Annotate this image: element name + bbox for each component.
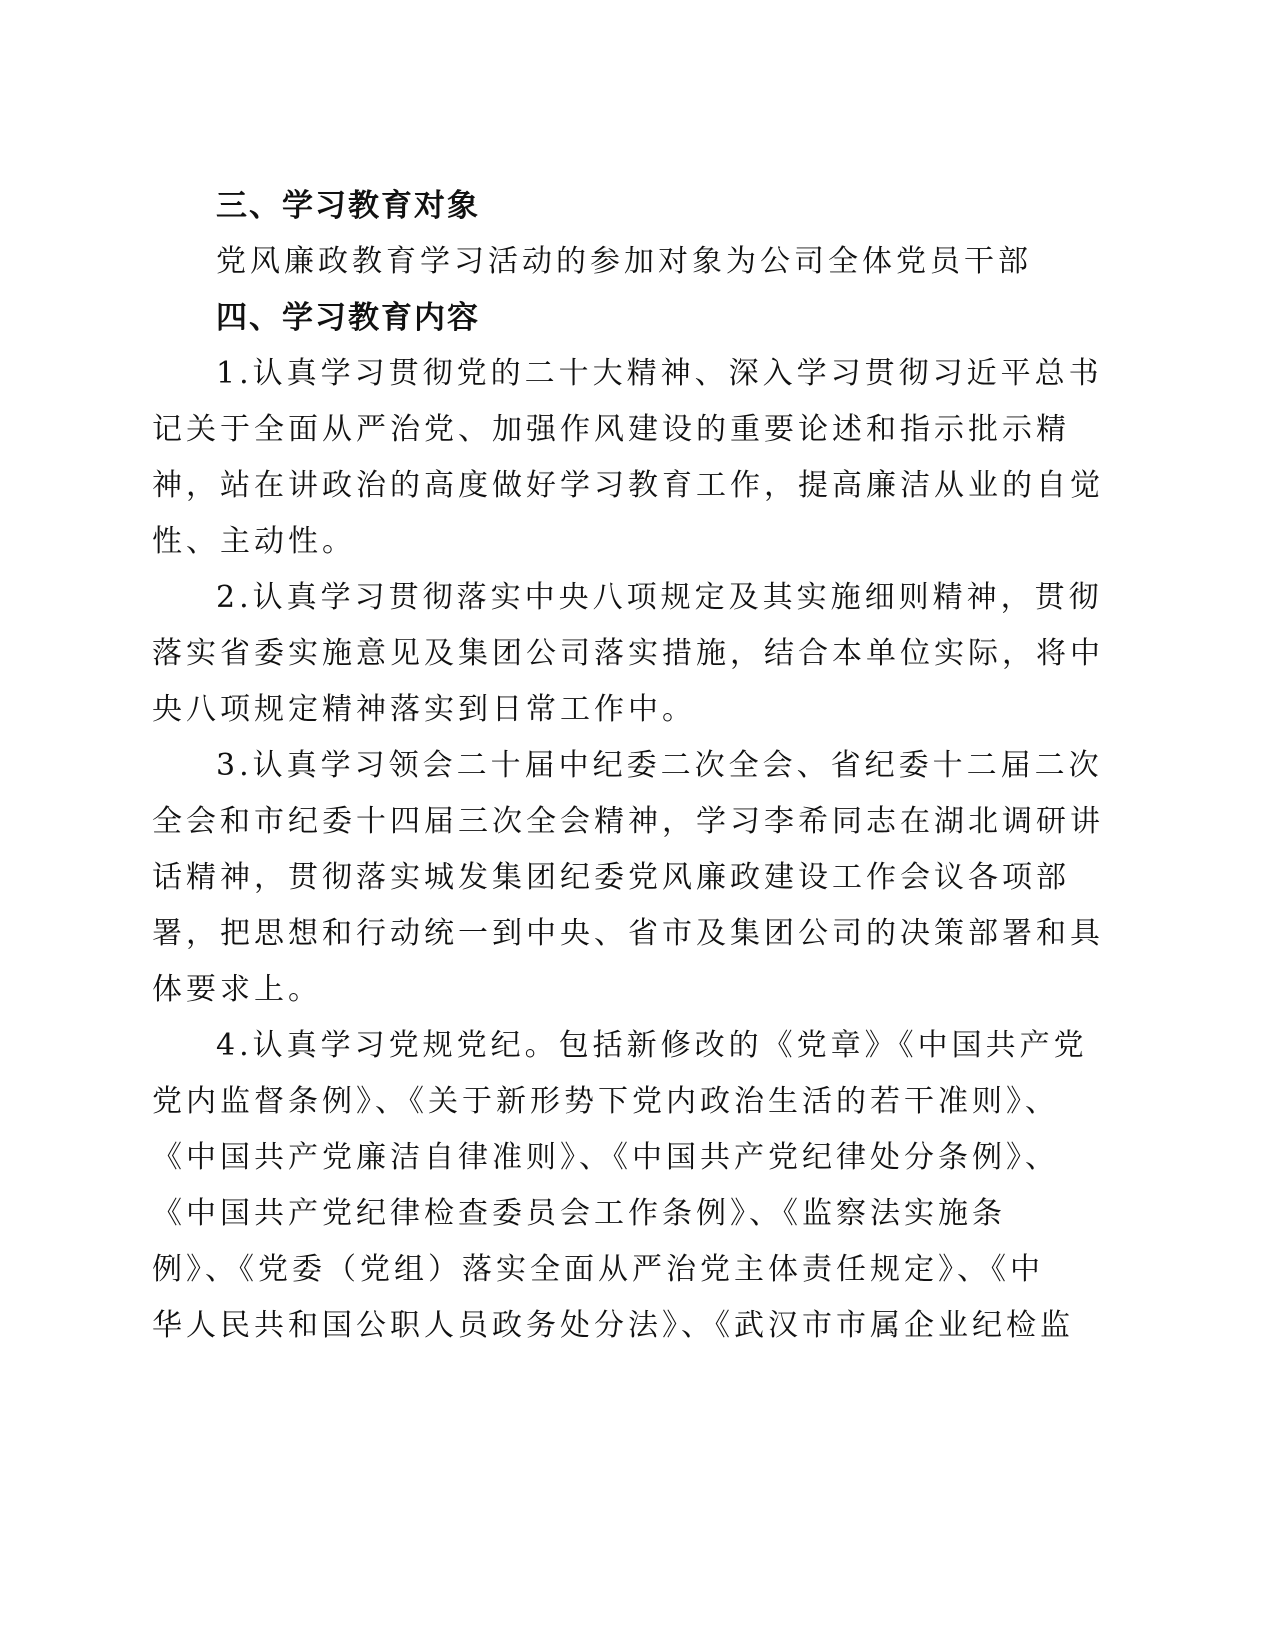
paragraph-line: 全会和市纪委十四届三次全会精神，学习李希同志在湖北调研讲 [152, 804, 1104, 839]
paragraph-line: 署，把思想和行动统一到中央、省市及集团公司的决策部署和具 [152, 916, 1104, 951]
paragraph-line: 体要求上。 [152, 972, 322, 1007]
section-heading-3: 三、学习教育对象 [216, 188, 480, 224]
section-3-body: 党风廉政教育学习活动的参加对象为公司全体党员干部 [216, 244, 1032, 279]
paragraph-line: 3.认真学习领会二十届中纪委二次全会、省纪委十二届二次 [216, 748, 1103, 783]
paragraph-line: 落实省委实施意见及集团公司落实措施，结合本单位实际，将中 [152, 636, 1104, 671]
document-body [152, 178, 1104, 1354]
paragraph-line: 《中国共产党纪律检查委员会工作条例》、《监察法实施条 [152, 1196, 1006, 1231]
paragraph-line: 4.认真学习党规党纪。包括新修改的《党章》《中国共产党 [216, 1028, 1088, 1063]
paragraph-line: 《中国共产党廉洁自律准则》、《中国共产党纪律处分条例》、 [152, 1140, 1059, 1175]
paragraph-line: 党内监督条例》、《关于新形势下党内政治生活的若干准则》、 [152, 1084, 1059, 1119]
paragraph-line: 央八项规定精神落实到日常工作中。 [152, 692, 696, 727]
paragraph-line: 神，站在讲政治的高度做好学习教育工作，提高廉洁从业的自觉 [152, 468, 1104, 503]
content-item-3 [152, 738, 1104, 1018]
content-item-1 [152, 346, 1104, 570]
paragraph-line: 性、主动性。 [152, 524, 356, 559]
paragraph-line: 例》、《党委（党组）落实全面从严治党主体责任规定》、《中 [152, 1252, 1044, 1287]
paragraph-line: 2.认真学习贯彻落实中央八项规定及其实施细则精神，贯彻 [216, 580, 1103, 615]
paragraph-line: 华人民共和国公职人员政务处分法》、《武汉市市属企业纪检监 [152, 1308, 1074, 1343]
paragraph-line: 记关于全面从严治党、加强作风建设的重要论述和指示批示精 [152, 412, 1070, 447]
content-item-2 [152, 570, 1104, 738]
content-item-4 [152, 1018, 1088, 1354]
paragraph-line: 话精神，贯彻落实城发集团纪委党风廉政建设工作会议各项部 [152, 860, 1070, 895]
paragraph-line: 1.认真学习贯彻党的二十大精神、深入学习贯彻习近平总书 [216, 356, 1103, 391]
section-heading-4: 四、学习教育内容 [216, 300, 480, 336]
